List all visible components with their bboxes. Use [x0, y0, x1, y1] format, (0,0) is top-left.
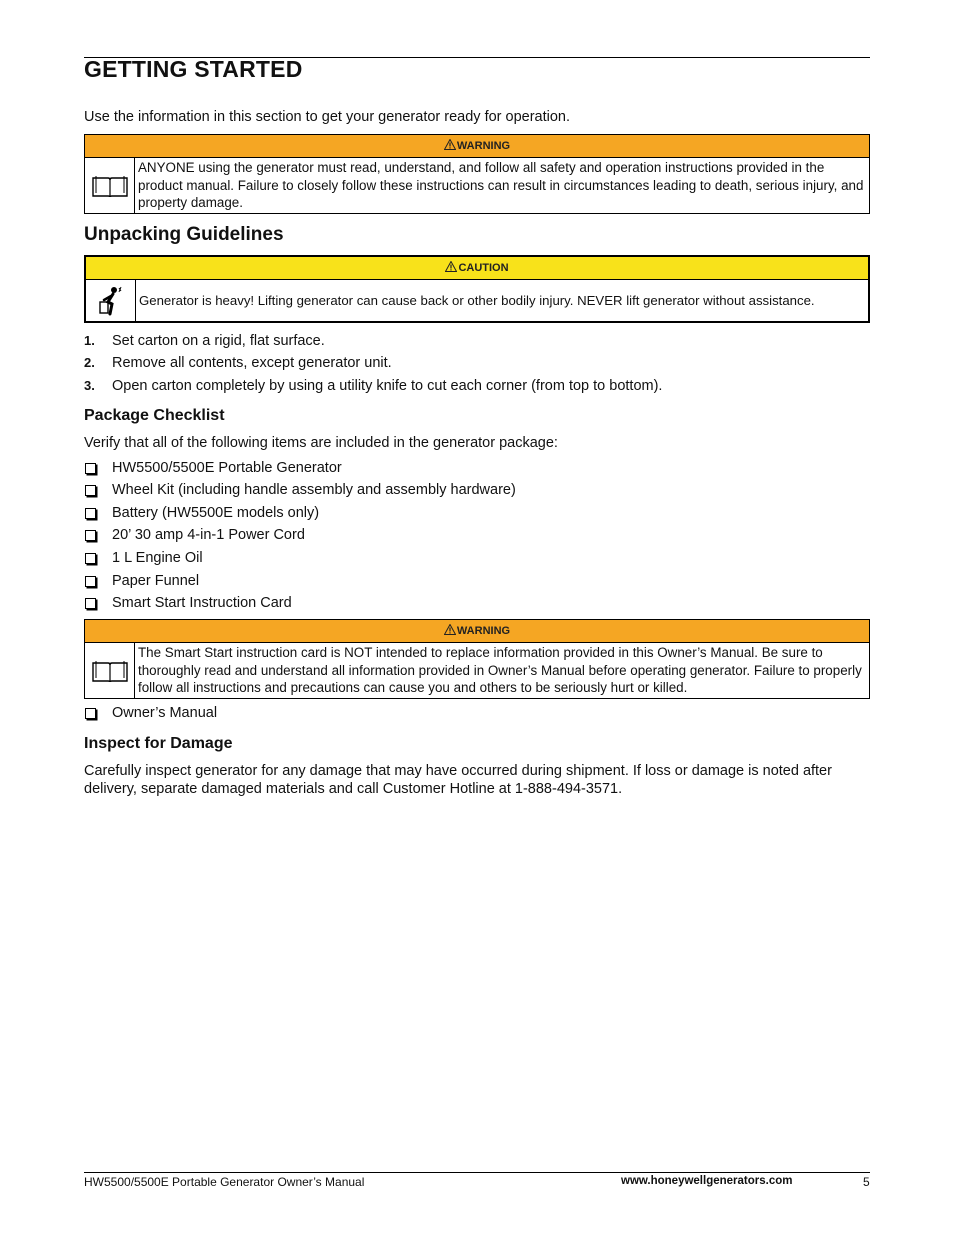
manual-book-icon — [85, 643, 135, 699]
caution-triangle-icon — [445, 261, 457, 272]
warning-header — [85, 620, 869, 643]
warning-triangle-icon — [444, 624, 456, 635]
checkbox-icon[interactable] — [85, 598, 96, 609]
warning-triangle-icon — [444, 139, 456, 150]
footer-rule — [84, 1172, 870, 1173]
footer-website: www.honeywellgenerators.com — [621, 1175, 793, 1187]
unpacking-heading: Unpacking Guidelines — [84, 224, 284, 245]
warning-box — [84, 134, 870, 214]
checkbox-icon[interactable] — [85, 530, 96, 541]
warning-text: The Smart Start instruction card is NOT intended to replace information provided in this Owner’s Manual. Be sure to thoroughly read and understand all information provided in Owner’s Manual before operating generator. Failure to properly follow all instructions and precautions can cause you and others to be seriously hurt or killed. — [138, 645, 862, 695]
caution-box — [84, 255, 870, 323]
section-title: GETTING STARTED — [84, 56, 303, 82]
checkbox-icon[interactable] — [85, 553, 96, 564]
warning-text: ANYONE using the generator must read, understand, and follow all safety and operation instructions provided in the product manual. Failure to closely follow these instructions can result in circumstances leading to death, serious injury, and property damage. — [138, 160, 864, 210]
manual-book-icon — [85, 158, 135, 214]
checkbox-icon[interactable] — [85, 485, 96, 496]
checkbox-icon[interactable] — [85, 576, 96, 587]
warning-box — [84, 619, 870, 699]
caution-text: Generator is heavy! Lifting generator can cause back or other bodily injury. NEVER lift generator without assistance. — [139, 292, 815, 308]
intro-text: Use the information in this section to get your generator ready for operation. — [84, 109, 571, 125]
warning-label: WARNING — [456, 625, 511, 637]
caution-header — [86, 257, 868, 280]
checkbox-icon[interactable] — [85, 463, 96, 474]
inspect-text: Carefully inspect generator for any damage that may have occurred during shipment. If loss or damage is noted after delivery, separate damaged materials and call Customer Hotline at 1-888-494-3571. — [84, 763, 832, 797]
warning-header — [85, 135, 869, 158]
heavy-lift-icon — [86, 280, 136, 322]
checklist-heading: Package Checklist — [84, 407, 225, 424]
caution-label: CAUTION — [458, 262, 509, 274]
page-number: 5 — [863, 1175, 870, 1189]
footer-manual-title: HW5500/5500E Portable Generator Owner’s Manual — [84, 1175, 365, 1189]
checkbox-icon[interactable] — [85, 508, 96, 519]
checkbox-icon[interactable] — [85, 708, 96, 719]
inspect-heading: Inspect for Damage — [84, 735, 233, 752]
warning-label: WARNING — [456, 140, 511, 152]
checklist-intro: Verify that all of the following items are included in the generator package: — [84, 435, 558, 451]
